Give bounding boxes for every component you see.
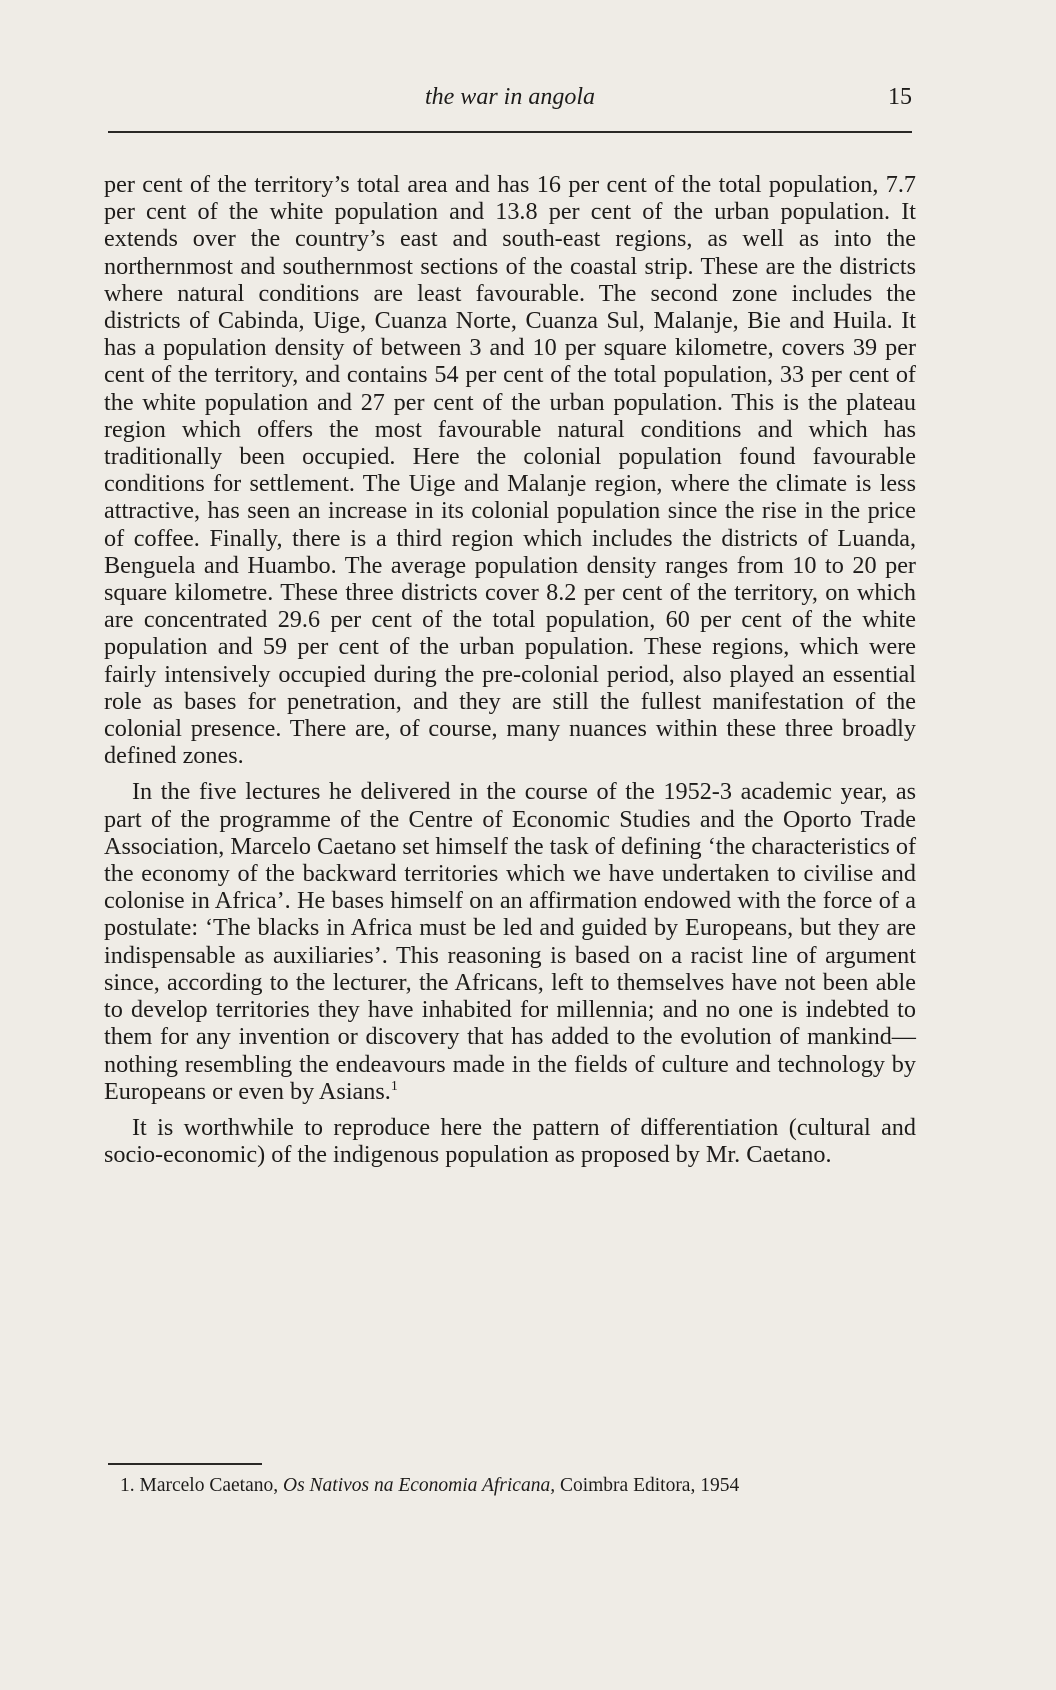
footnote-author: Marcelo Caetano,: [139, 1475, 279, 1496]
footnote-number: 1.: [120, 1475, 135, 1496]
header-rule: [108, 131, 912, 133]
footnote: [120, 1474, 920, 1498]
paragraph-1: per cent of the territory’s total area and has 16 per cent of the total population, 7.7 per cent of the white population and 13.8 per cent of the urban population. It extends over the country’s east and south-east regions, as well as into the northernmost and southernmost sections of the coastal strip. These are the districts where natural conditions are least favourable. The second zone includes the districts of Cabinda, Uige, Cuanza Norte, Cuanza Sul, Malanje, Bie and Huila. It has a population density of between 3 and 10 per square kilometre, covers 39 per cent of the territory, and contains 54 per cent of the total population, 33 per cent of the white population and 27 per cent of the urban population. This is the plateau region which offers the most favourable natural conditions and which has traditionally been occupied. Here the colonial population found favourable conditions for settlement. The Uige and Malanje region, where the climate is less attractive, has seen an increase in its colonial population since the rise in the price of coffee. Finally, there is a third region which includes the districts of Luanda, Benguela and Huambo. The average population density ranges from 10 to 20 per square kilometre. These three districts cover 8.2 per cent of the territory, on which are concentrated 29.6 per cent of the total population, 60 per cent of the white population and 59 per cent of the urban population. These regions, which were fairly intensively occupied during the pre-colonial period, also played an essential role as bases for penetration, and they are still the fullest manifestation of the colonial presence. There are, of course, many nuances within these three broadly defined zones.: [104, 171, 916, 770]
page-header: [108, 84, 912, 120]
running-title: the war in angola: [424, 84, 595, 110]
paragraph-3: It is worthwhile to reproduce here the pattern of differentiation (cultural and socio-economic) of the indigenous population as proposed by Mr. Caetano.: [104, 1113, 916, 1169]
footnote-reference[interactable]: 1: [390, 1078, 398, 1094]
paragraph-2-text: In the five lectures he delivered in the course of the 1952-3 academic year, as part of the programme of the Centre of Economic Studies and the Oporto Trade Association, Marcelo Caetano set himself the task of defining ‘the characteristics of the economy of the backward territories which we have undertaken to civilise and colonise in Africa’. He bases himself on an affirmation endowed with the force of a postulate: ‘The blacks in Africa must be led and guided by Europeans, but they are indispensable as auxiliaries’. This reasoning is based on a racist line of argument since, according to the lecturer, the Africans, left to themselves have not been able to develop territories they have inhabited for millennia; and no one is indebted to them for any invention or discovery that has added to the evolution of mankind—nothing resembling the endeavours made in the fields of culture and technology by Europeans or even by Asians.: [104, 778, 916, 1105]
footnote-title: Os Nativos na Economia Africana,: [282, 1475, 556, 1496]
footnote-publisher: Coimbra Editora, 1954: [559, 1475, 740, 1496]
paragraph-2: [104, 778, 916, 1104]
page-number: 15: [888, 84, 912, 110]
footnote-rule: [108, 1463, 262, 1465]
body-text: [104, 171, 916, 1168]
